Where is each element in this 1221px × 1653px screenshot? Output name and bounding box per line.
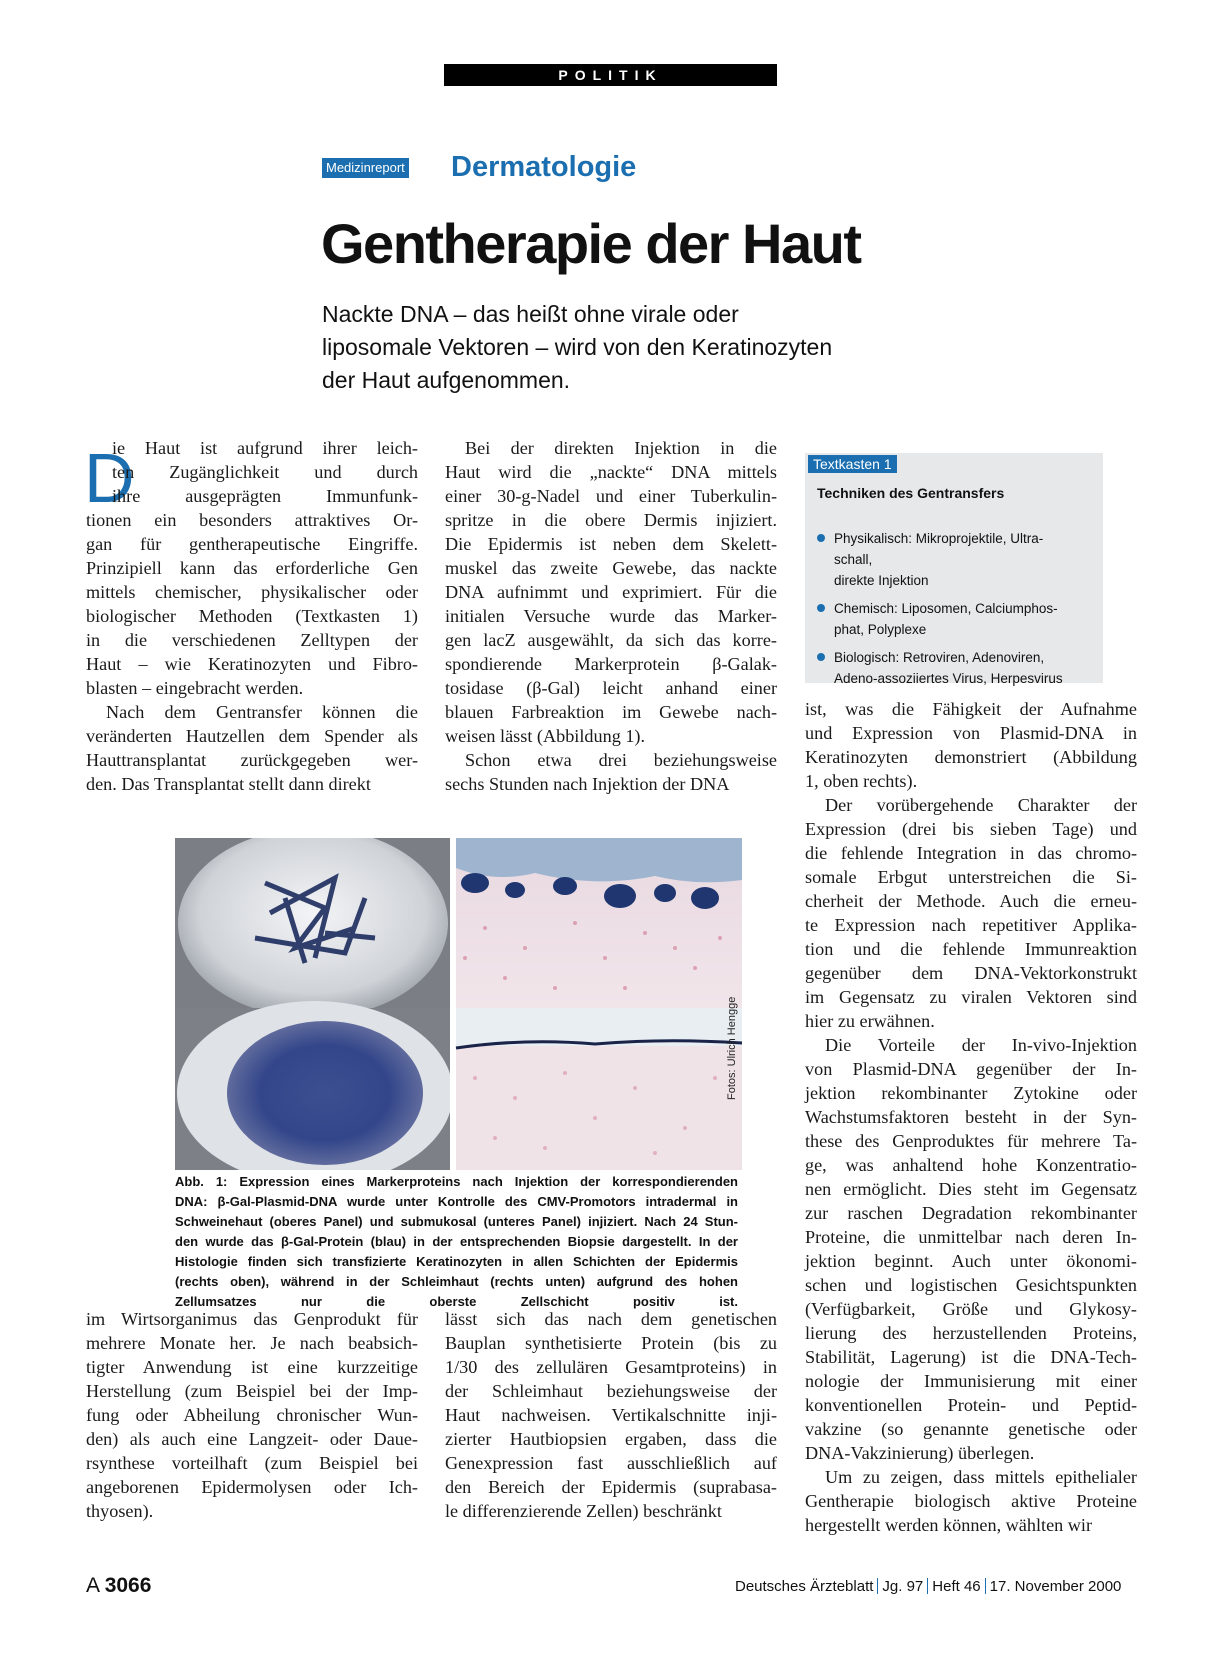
textbox-item-line: Adeno-assoziiertes Virus, Herpesvirus	[834, 671, 1063, 686]
text-line: spritze in die obere Dermis injiziert.	[445, 510, 777, 530]
text-line: initialen Versuche wurde das Marker-	[445, 606, 777, 626]
text-line: jektion rekombinanter Zytokine oder	[805, 1083, 1137, 1103]
text-line: Die Epidermis ist neben dem Skelett-	[445, 534, 777, 554]
journal-issue: Heft 46	[932, 1578, 981, 1595]
page-number-value: 3066	[104, 1574, 152, 1597]
footer-separator	[985, 1578, 986, 1594]
column-3	[805, 697, 1137, 1537]
textbox-item-line: phat, Polyplexe	[834, 622, 927, 637]
text-line: ist, was die Fähigkeit der Aufnahme	[805, 699, 1137, 719]
text-line: konventionellen Protein- und Peptid-	[805, 1395, 1137, 1415]
text-line: nen ermöglicht. Dies steht im Gegensatz	[805, 1179, 1137, 1199]
journal-volume: Jg. 97	[882, 1578, 924, 1595]
text-line: jektion beginnt. Auch unter ökonomi-	[805, 1251, 1137, 1271]
text-line: Expression (drei bis sieben Tage) und	[805, 819, 1137, 839]
text-line: ge, was anhaltend hohe Konzentratio-	[805, 1155, 1137, 1175]
text-line: te Expression nach repetitiver Applika-	[805, 915, 1137, 935]
text-line: Gentherapie biologisch aktive Proteine	[805, 1491, 1137, 1511]
text-line: tionen ein besonders attraktives Or-	[86, 510, 418, 530]
caption-line: den wurde das β-Gal-Protein (blau) in der entsprechenden Biopsie dargestellt. In der	[175, 1234, 738, 1249]
text-line: gegenüber dem DNA-Vektorkonstrukt	[805, 963, 1137, 983]
textbox-item-line: Biologisch: Retroviren, Adenoviren,	[834, 650, 1045, 665]
blue-stain-bottom	[227, 1021, 423, 1165]
text-line: von Plasmid-DNA gegenüber der In-	[805, 1059, 1137, 1079]
text-line: tion und die fehlende Immunreaktion	[805, 939, 1137, 959]
caption-line: Abb. 1: Expression eines Markerproteins nach Injektion der korrespondierenden	[175, 1174, 738, 1189]
text-line: Der vorübergehende Charakter der	[825, 795, 1137, 815]
text-line: muskel das zweite Gewebe, das nackte	[445, 558, 777, 578]
lead-line: der Haut aufgenommen.	[322, 367, 571, 393]
text-line: gan für gentherapeutische Eingriffe.	[86, 534, 418, 554]
textbox-item-line: Physikalisch: Mikroprojektile, Ultra-	[834, 531, 1044, 546]
text-line: these des Genproduktes für mehrere Ta-	[805, 1131, 1137, 1151]
article-title: Gentherapie der Haut	[321, 212, 861, 275]
textbox-list-item	[817, 647, 1097, 689]
text-line: biologischer Methoden (Textkasten 1)	[86, 606, 418, 626]
text-line: (Verfügbarkeit, Größe und Glykosy-	[805, 1299, 1137, 1319]
rubric-tag: Medizinreport	[322, 158, 409, 178]
text-line: vakzine (so genannte genetische oder	[805, 1419, 1137, 1439]
text-line: einer 30-g-Nadel und einer Tuberkulin-	[445, 486, 777, 506]
text-line: Die Vorteile der In-vivo-Injektion	[825, 1035, 1137, 1055]
text-line: den. Das Transplantat stellt dann direkt	[86, 774, 371, 794]
text-line: 1/30 des zellulären Gesamtproteins) in	[445, 1357, 777, 1377]
drop-cap: D	[84, 439, 135, 517]
text-line: Schon etwa drei beziehungsweise	[465, 750, 777, 770]
text-line: hier zu erwähnen.	[805, 1011, 935, 1031]
text-line: Stabilität, Lagerung) ist die DNA-Tech-	[805, 1347, 1137, 1367]
text-line: den) als auch eine Langzeit- oder Daue-	[86, 1429, 418, 1449]
text-line: cherheit der Methode. Auch die erneu-	[805, 891, 1137, 911]
text-line: lässt sich das nach dem genetischen	[445, 1309, 777, 1329]
text-line: mittels chemischer, physikalischer oder	[86, 582, 418, 602]
text-line: gen lacZ ausgewählt, da sich das korre-	[445, 630, 777, 650]
caption-line: (rechts oben), während in der Schleimhaut (rechts unten) aufgrund des hohen	[175, 1274, 738, 1289]
epidermis-layer	[456, 838, 742, 882]
text-line: in die verschiedenen Zelltypen der	[86, 630, 418, 650]
text-line: Haut nachweisen. Vertikalschnitte inji-	[445, 1405, 777, 1425]
text-line: Prinzipiell kann das erforderliche Gen	[86, 558, 418, 578]
textbox-heading: Techniken des Gentransfers	[817, 485, 1005, 501]
text-line: rsynthese vorteilhaft (zum Beispiel bei	[86, 1453, 418, 1473]
textbox-tag: Textkasten 1	[808, 455, 897, 473]
text-line: ten Zugänglichkeit und durch	[112, 462, 418, 482]
text-line: ihre ausgeprägten Immunfunk-	[112, 486, 418, 506]
text-line: Wachstumsfaktoren besteht in der Syn-	[805, 1107, 1137, 1127]
text-line: DNA aufnimmt und exprimiert. Für die	[445, 582, 777, 602]
topic-kicker: Dermatologie	[451, 151, 637, 183]
text-line: tigter Anwendung ist eine kurzzeitige	[86, 1357, 418, 1377]
text-line: 1, oben rechts).	[805, 771, 918, 791]
column-1-bottom	[86, 1307, 418, 1523]
text-line: veränderten Hautzellen dem Spender als	[86, 726, 418, 746]
text-line: blasten – eingebracht werden.	[86, 678, 304, 698]
text-line: Haut wird die „nackte“ DNA mittels	[445, 462, 777, 482]
page-number	[86, 1574, 151, 1598]
footer-separator	[927, 1578, 928, 1594]
textbox-list-item	[817, 528, 1097, 591]
text-line: Nach dem Gentransfer können die	[106, 702, 418, 722]
caption-line: DNA: β-Gal-Plasmid-DNA wurde unter Kontrolle des CMV-Promotors intradermal in	[175, 1194, 738, 1209]
textbox-item-line: Chemisch: Liposomen, Calciumphos-	[834, 601, 1058, 616]
section-header: POLITIK	[444, 64, 777, 86]
text-line: Bei der direkten Injektion in die	[465, 438, 777, 458]
text-line: Um zu zeigen, dass mittels epithelialer	[825, 1467, 1137, 1487]
text-line: spondierende Markerprotein β-Galak-	[445, 654, 777, 674]
text-line: le differenzierende Zellen) beschränkt	[445, 1501, 722, 1521]
text-line: weisen lässt (Abbildung 1).	[445, 726, 646, 746]
text-line: mehrere Monate her. Je nach beabsich-	[86, 1333, 418, 1353]
text-line: angeborenen Epidermolysen oder Ich-	[86, 1477, 418, 1497]
caption-line: Schweinehaut (oberes Panel) und submukosal (unteres Panel) injiziert. Nach 24 Stun-	[175, 1214, 738, 1229]
text-line: blauen Farbreaktion im Gewebe nach-	[445, 702, 777, 722]
caption-line: Zellumsatzes nur die oberste Zellschicht positiv ist.	[175, 1294, 738, 1309]
column-1-top	[86, 436, 418, 796]
figure-photo	[175, 838, 742, 1170]
journal-date: 17. November 2000	[989, 1578, 1122, 1595]
lead-line: Nackte DNA – das heißt ohne virale oder	[322, 301, 739, 327]
text-line: somale Erbgut unterstreichen die Si-	[805, 867, 1137, 887]
text-line: schen und logistischen Gesichtspunkten	[805, 1275, 1137, 1295]
text-line: Keratinozyten demonstriert (Abbildung	[805, 747, 1137, 767]
text-line: tosidase (β-Gal) leicht anhand einer	[445, 678, 777, 698]
text-line: hergestellt werden können, wählten wir	[805, 1515, 1093, 1535]
textbox-list-item	[817, 598, 1097, 640]
caption-line: Histologie finden sich transfizierte Keratinozyten in allen Schichten der Epidermis	[175, 1254, 738, 1269]
figure-caption	[175, 1172, 738, 1312]
text-line: den Bereich der Epidermis (suprabasa-	[445, 1477, 777, 1497]
text-line: im Wirtsorganimus das Genprodukt für	[86, 1309, 418, 1329]
column-2-bottom	[445, 1307, 777, 1523]
article-lead	[322, 298, 922, 397]
text-line: zierter Hautbiopsien ergaben, dass die	[445, 1429, 777, 1449]
text-line: und Expression von Plasmid-DNA in	[805, 723, 1137, 743]
page-prefix: A	[86, 1574, 99, 1597]
textbox-item-line: direkte Injektion	[834, 573, 929, 588]
textbox-list	[817, 528, 1097, 696]
text-line: Haut – wie Keratinozyten und Fibro-	[86, 654, 418, 674]
text-line: fung oder Abheilung chronischer Wun-	[86, 1405, 418, 1425]
text-line: zur raschen Degradation rekombinanter	[805, 1203, 1137, 1223]
text-line: Genexpression fast ausschließlich auf	[445, 1453, 777, 1473]
lead-line: liposomale Vektoren – wird von den Keratinozyten	[322, 334, 833, 360]
text-line: der Schleimhaut beziehungsweise der	[445, 1381, 777, 1401]
text-line: Herstellung (zum Beispiel bei der Imp-	[86, 1381, 418, 1401]
journal-name: Deutsches Ärzteblatt	[735, 1578, 874, 1595]
text-line: Proteine, die unmittelbar nach deren In-	[805, 1227, 1137, 1247]
photo-credit: Fotos: Ulrich Hengge	[726, 996, 738, 1100]
column-2-top	[445, 436, 777, 796]
bullet-icon	[817, 653, 825, 661]
text-line: Hauttransplantat zurückgegeben wer-	[86, 750, 418, 770]
text-line: thyosen).	[86, 1501, 154, 1521]
text-line: im Gegensatz zu viralen Vektoren sind	[805, 987, 1137, 1007]
text-line: nologie der Immunisierung mit einer	[805, 1371, 1137, 1391]
text-line: ie Haut ist aufgrund ihrer leich-	[112, 438, 418, 458]
text-line: DNA-Vakzinierung) überlegen.	[805, 1443, 1035, 1463]
bullet-icon	[817, 534, 825, 542]
panel-divider	[450, 838, 456, 1170]
text-line: sechs Stunden nach Injektion der DNA	[445, 774, 730, 794]
text-line: die fehlende Integration in das chromo-	[805, 843, 1137, 863]
histology-photo-collage	[175, 838, 742, 1170]
text-line: lierung des herzustellenden Proteins,	[805, 1323, 1137, 1343]
text-line: Bauplan synthetisierte Protein (bis zu	[445, 1333, 777, 1353]
journal-footer	[735, 1578, 1121, 1595]
bullet-icon	[817, 604, 825, 612]
footer-separator	[877, 1578, 878, 1594]
textbox-item-line: schall,	[834, 552, 873, 567]
